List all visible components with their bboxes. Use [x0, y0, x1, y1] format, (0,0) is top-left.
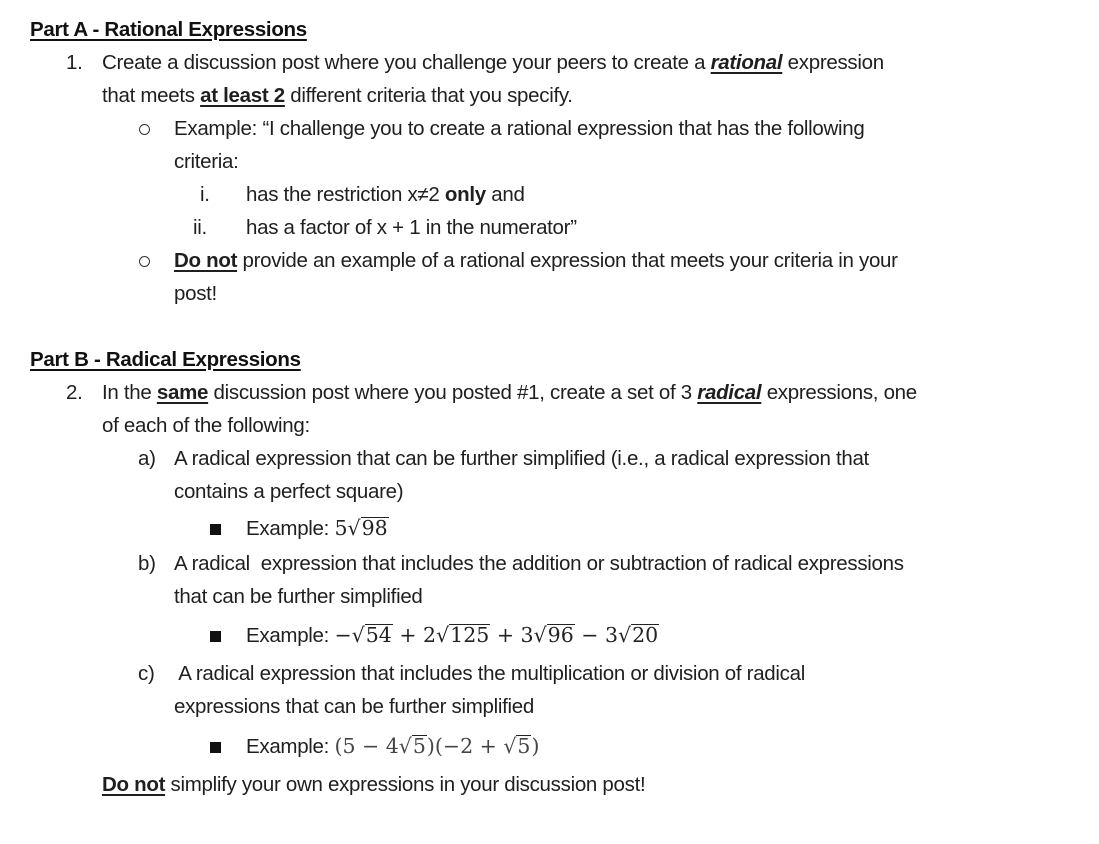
donot-bullet-line2: post! — [174, 282, 217, 305]
donot-bullet-line1 — [174, 244, 898, 277]
subitem-a-line2: contains a perfect square) — [174, 480, 404, 503]
example-a — [246, 512, 389, 545]
item1-text-post: expression — [782, 51, 884, 74]
item1-text: Create a discussion post where you challenge your peers to create a — [102, 51, 711, 74]
do-not-emphasis: Do not — [102, 773, 166, 796]
example-bullet-line1: Example: “I challenge you to create a rational expression that has the following — [174, 117, 865, 140]
example-a-math: 5√98 — [334, 516, 388, 540]
part-a-heading: Part A - Rational Expressions — [30, 18, 307, 41]
at-least-2-emphasis: at least 2 — [200, 84, 285, 107]
criterion-i — [246, 178, 525, 211]
square-bullet-icon — [210, 619, 221, 652]
rational-emphasis: rational — [710, 51, 783, 74]
item1-line2-text: that meets — [102, 84, 201, 107]
list-number-2: 2. — [66, 381, 83, 404]
only-emphasis: only — [444, 183, 486, 206]
subitem-c-line2: expressions that can be further simplified — [174, 695, 535, 718]
item2-text-post: expressions, one — [761, 381, 917, 404]
subitem-c-line1: A radical expression that includes the multiplication or division of radical — [174, 662, 805, 685]
circle-bullet-icon — [139, 112, 150, 145]
example-c-math: (5 − 4√5)(−2 + √5) — [334, 734, 540, 758]
example-b-math: −√54 + 2√125 + 3√96 − 3√20 — [334, 623, 659, 647]
item1-line1 — [102, 46, 884, 79]
item2-text-mid: discussion post where you posted #1, create a set of 3 — [208, 381, 698, 404]
footer-text: simplify your own expressions in your discussion post! — [165, 773, 646, 796]
subitem-a-line1: A radical expression that can be further simplified (i.e., a radical expression that — [174, 447, 869, 470]
item2-line2: of each of the following: — [102, 414, 310, 437]
radical-emphasis: radical — [697, 381, 762, 404]
example-bullet-line2: criteria: — [174, 150, 239, 173]
criterion-i-text: has the restriction x≠2 — [246, 183, 445, 206]
criterion-i-post: and — [485, 183, 525, 206]
item1-line2-post: different criteria that you specify. — [284, 84, 573, 107]
circle-bullet-icon — [139, 244, 150, 277]
example-label: Example: — [246, 735, 330, 758]
square-bullet-icon — [210, 512, 221, 545]
subitem-marker-b: b) — [138, 552, 156, 575]
footer-note — [102, 768, 645, 801]
subitem-b-line2: that can be further simplified — [174, 585, 423, 608]
item1-line2 — [102, 79, 573, 112]
example-b — [246, 619, 659, 652]
square-bullet-icon — [210, 730, 221, 763]
part-b-heading: Part B - Radical Expressions — [30, 348, 301, 371]
do-not-emphasis: Do not — [174, 249, 238, 272]
item2-line1 — [102, 376, 917, 409]
example-label: Example: — [246, 517, 330, 540]
subitem-marker-a: a) — [138, 447, 156, 470]
list-number-1: 1. — [66, 51, 83, 74]
subitem-marker-c: c) — [138, 662, 155, 685]
same-emphasis: same — [156, 381, 209, 404]
donot-text: provide an example of a rational expression that meets your criteria in your — [237, 249, 898, 272]
roman-marker-ii: ii. — [193, 216, 207, 239]
roman-marker-i: i. — [200, 183, 210, 206]
example-label: Example: — [246, 624, 330, 647]
criterion-ii: has a factor of x + 1 in the numerator” — [246, 216, 577, 239]
example-c — [246, 730, 539, 763]
item2-text: In the — [102, 381, 157, 404]
subitem-b-line1: A radical expression that includes the addition or subtraction of radical expressions — [174, 552, 904, 575]
